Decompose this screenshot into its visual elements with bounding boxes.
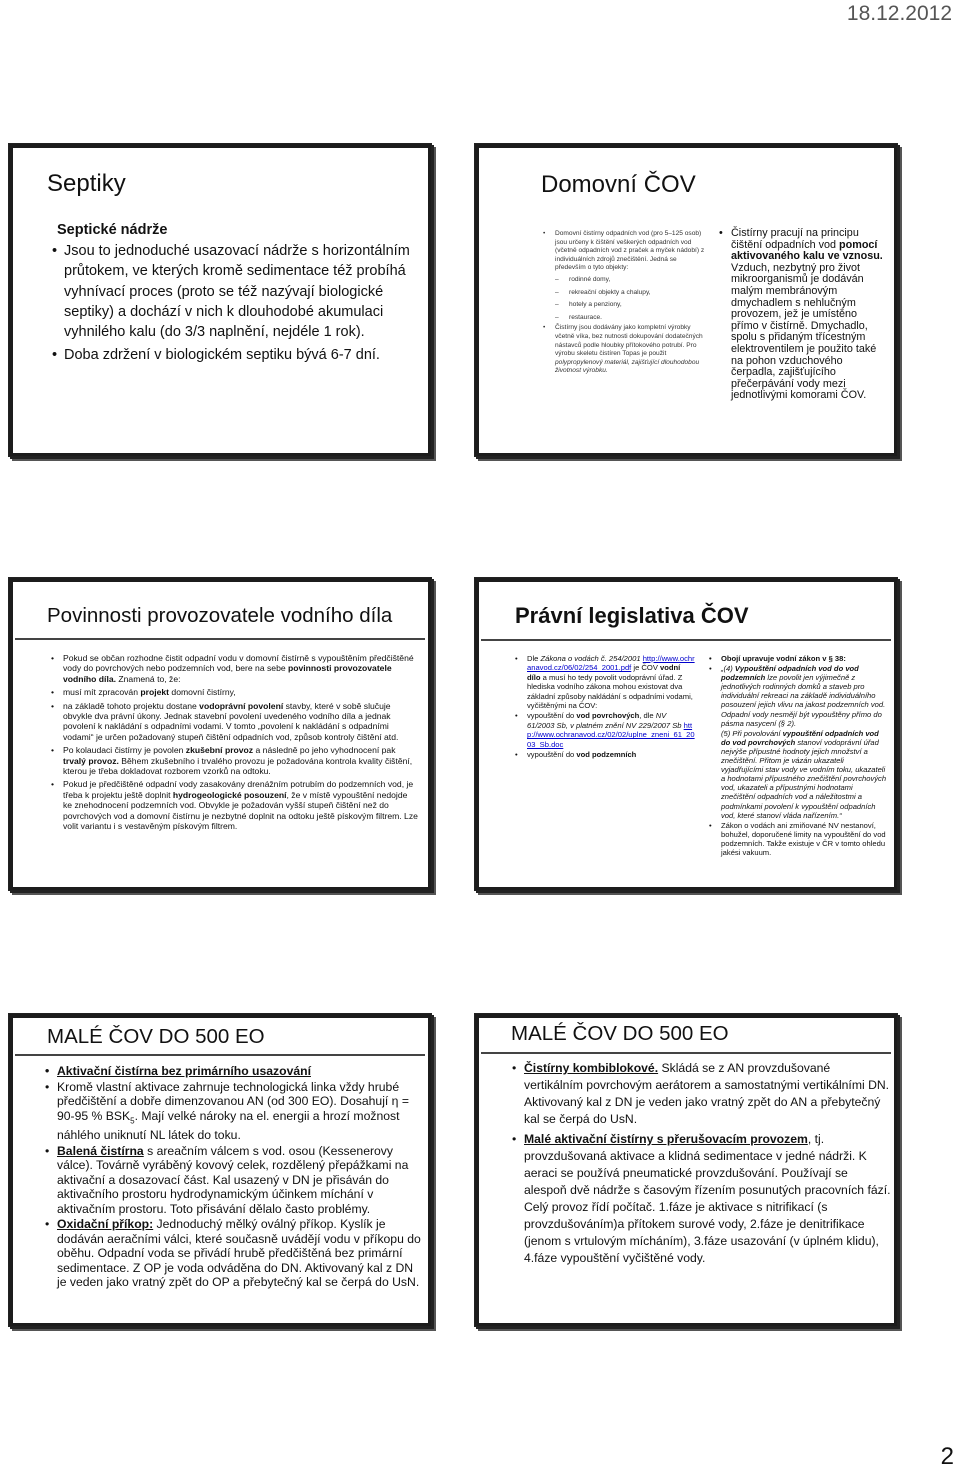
- list-item: • Zákon o vodách ani zmiňované NV nestanoví, bohužel, doporučené limity na vypouštění do vod podzemních. Takže existuje v ČR v tomto ohledu jakési vakuum.: [721, 821, 887, 857]
- list-item: • Aktivační čistírna bez primárního usazování: [57, 1064, 425, 1079]
- list-item: • Balená čistírna s areačním válcem s vod. osou (Kessenerovy válce). Továrně vyráběný kovový celek, rozdělený přepážkami na aktivační a dosazovací část. Kal usazený v DN je přisáván do aktivačního prostoru hydrodynamickým účinkem míchání v aktivačním prostoru. Toto přisávání dělalo často problémy.: [57, 1144, 425, 1217]
- slide-title: Právní legislativa ČOV: [515, 603, 749, 628]
- divider: [15, 1054, 425, 1056]
- list-item: • Jsou to jednoduché usazovací nádrže s horizontálním průtokem, ve kterých kromě sedimentace též probíhá vyhnívací proces (proto se též nazývají biologické septiky) a dochází v nich k dlouhodobé akumulaci vyhnilého kalu (do 3/3 naplnění, nejdéle 1 rok).: [64, 241, 419, 342]
- divider: [15, 638, 425, 640]
- slide-septiky: [8, 143, 432, 457]
- slide-domovni-cov: [474, 143, 898, 457]
- list-item: • Domovní čistírny odpadních vod (pro 5–125 osob) jsou určeny k čištění veškerých odpadních vod (včetně odpadních vod z praček a myček nádobí) z individuálních zdrojů znečištění. Jedná se především o tyto objekty:: [555, 230, 705, 273]
- slide-title: MALÉ ČOV DO 500 EO: [511, 1022, 729, 1045]
- slide-male-cov-1: [8, 1013, 432, 1327]
- list-item: • Po kolaudaci čistírny je povolen zkušební provoz a následně po jeho vyhodnocení pak trvalý provoz. Během zkušebního i trvalého provozu je požadována kontrola kvality čištění, kterou je třeba dokladovat rozborem vzorků na odtoku.: [63, 745, 418, 776]
- list-item: • Čistírny jsou dodávány jako kompletní výrobky včetně víka, bez nutnosti dokupování dodatečných nástavců podle hloubky přítokového potrubí. Pro výrobu skeletu čistíren Topas je použit polypropylenový materiál, zajišťující dlouhodobou životnost výrobku.: [555, 324, 705, 376]
- slide-povinnosti: [8, 577, 432, 891]
- list-item: • na základě tohoto projektu dostane vodoprávní povolení stavby, které v sobě slučuje obvykle dva právní úkony. Jednak stavební povolení uvedeného vodního díla a jednak povolení k nakládání s odpadními vodami. V tomto „povolení k nakládání s odpadními vodami“ je určen požadovaný stupeň čištění odpadních vod, způsob kontroly čištění atd.: [63, 701, 418, 743]
- list-item: • Malé aktivační čistírny s přerušovacím provozem, tj. provzdušovaná aktivace a klidná sedimentace v jedné nádrži. K aeraci se používá pneumatické provzdušování. Používají se alespoň dvě nádrže s časovým řízením posunutých pracovních fází. Celý provoz řídí počítač. 1.fáze je aktivace s nitrifikací (s provzdušováním)a přítokem surové vody, 2.fáze je denitrifikace (jenom s vrtulovým mícháním), 3.fáze usazování (v úplném klidu), 4.fáze vypouštění vyčištěné vody.: [524, 1131, 892, 1267]
- list-item: – rekreační objekty a chalupy,: [569, 289, 705, 298]
- list-item: • „(4) Vypouštění odpadních vod do vod podzemních lze povolit jen výjimečně z jednotlivých rodinných domků a staveb pro individuální rekreaci na základě individuálního posouzení jejich vlivu na jakost podzemních vod. Odpadní vody nesmějí být vypouštěny přímo do pásma nasycení (§ 2).: [721, 664, 887, 728]
- page-number: 2: [940, 1443, 954, 1470]
- list-item: • vypouštění do vod podzemních: [527, 750, 695, 759]
- slide-title: Domovní ČOV: [541, 171, 696, 198]
- list-item: • Pokud je předčištěné odpadní vody zasakovány drenážním potrubím do podzemních vod, je třeba k projektu ještě doplnit hydrogeologické posouzení, že v místě vypouštění nedojde ke znehodnocení podzemních vod. Obvykle je požadován vyšší stupeň čištění než do povrchových vod a domovní čistírnu je nezbytné doplnit na odtoku ještě pískovým filtrem. Lze volit variantu i s vestavěným pískovým filtrem.: [63, 779, 418, 831]
- list-item: (5) Při povolování vypouštění odpadních vod do vod povrchových stanoví vodoprávní úřad nejvýše přípustné hodnoty jejich množství a znečištění. Přitom je vázán ukazateli vyjadřujícími stav vody ve vodním toku, ukazateli a hodnotami přípustného znečištění povrchových vod, ukazateli a přípustnými hodnotami znečištění odpadních vod a náležitostmi a podmínkami povolení k vypouštění odpadních vod, které stanoví vláda nařízením.“: [721, 728, 887, 820]
- slide-pravni-legislativa: [474, 577, 898, 891]
- divider: [481, 1052, 891, 1054]
- list-item: • musí mít zpracován projekt domovní čistírny,: [63, 687, 418, 697]
- slide-heading: Septické nádrže: [57, 222, 168, 238]
- list-item: • Čistírny pracují na principu čištění odpadních vod pomocí aktivovaného kalu ve vznosu. Vzduch, nezbytný pro život mikroorganismů je dodáván malým membránovým dmychadlem s nehlučným provozem, jež je umístěno přímo v čistírně. Dmychadlo, spolu s přidaným třícestným elektroventilem je použito také na pohon vzduchového čerpadla, zajišťujícího přečerpávání vody mezi jednotlivými komorami ČOV.: [731, 228, 883, 402]
- slide-male-cov-2: [474, 1013, 898, 1327]
- list-item: • Pokud se občan rozhodne čistit odpadní vodu v domovní čistírně s vypouštěním předčištěné vody do povrchových nebo podzemních vod, bere na sebe povinnosti provozovatele vodního díla. Znamená to, že:: [63, 653, 418, 684]
- list-item: • Doba zdržení v biologickém septiku bývá 6-7 dní.: [64, 345, 419, 365]
- print-date: 18.12.2012: [846, 2, 952, 25]
- divider: [481, 639, 891, 641]
- link[interactable]: http://www.ochranavod.cz/02/02/uplne_zneni_61_2003_Sb.doc: [527, 720, 695, 749]
- list-item: • Obojí upravuje vodní zákon v § 38:: [721, 654, 887, 663]
- list-item: • Oxidační příkop: Jednoduchý mělký oválný příkop. Kyslík je dodáván aeračními válci, které současně uvádějí vodu v příkopu do oběhu. Odpadní voda se přivádí hrubě předčištěná bez primární sedimentace. Z OP je voda odváděna do DN. Aktivovaný kal z DN je veden jako vratný zpět do OP a přebytečný kal se čerpá do UsN.: [57, 1217, 425, 1290]
- list-item: • Dle Zákona o vodách č. 254/2001 http://www.ochranavod.cz/06/02/254_2001.pdf je ČOV vodní dílo a musí ho tedy povolit vodoprávní úřad. Z hlediska vodního zákona mohou existovat dva základní způsoby nakládání s odpadními vodami, vyčištěnými na ČOV:: [527, 654, 695, 710]
- list-item: • vypouštění do vod povrchových, dle NV 61/2003 Sb, v platném znění NV 229/2007 Sb http://www.ochranavod.cz/02/02/uplne_zneni_61_2003_Sb.doc: [527, 711, 695, 749]
- slide-title: MALÉ ČOV DO 500 EO: [47, 1025, 265, 1048]
- list-item: – rodinné domy,: [569, 276, 705, 285]
- slide-title: Septiky: [47, 170, 126, 197]
- link[interactable]: http://www.ochranavod.cz/06/02/254_2001.pdf: [527, 654, 695, 673]
- slide-title: Povinnosti provozovatele vodního díla: [47, 604, 393, 627]
- list-item: • Čistírny kombiblokové. Skládá se z AN provzdušované vertikálním povrchovým aerátorem a samostatnými vertikálními DN. Aktivovaný kal z DN je veden jako vratný zpět do AN a přebytečný kal se čerpá do UsN.: [524, 1060, 892, 1128]
- list-item: • Kromě vlastní aktivace zahrnuje technologická linka vždy hrubé předčištění a dobře dimenzovanou AN (od 300 EO). Dosahují η = 90-95 % $BSK_5$. Mají velké nároky na el. energii a hrozí možnost náhlého uniknutí NL látek do toku.: [57, 1080, 425, 1143]
- list-item: – restaurace.: [569, 314, 705, 323]
- list-item: – hotely a penziony,: [569, 301, 705, 310]
